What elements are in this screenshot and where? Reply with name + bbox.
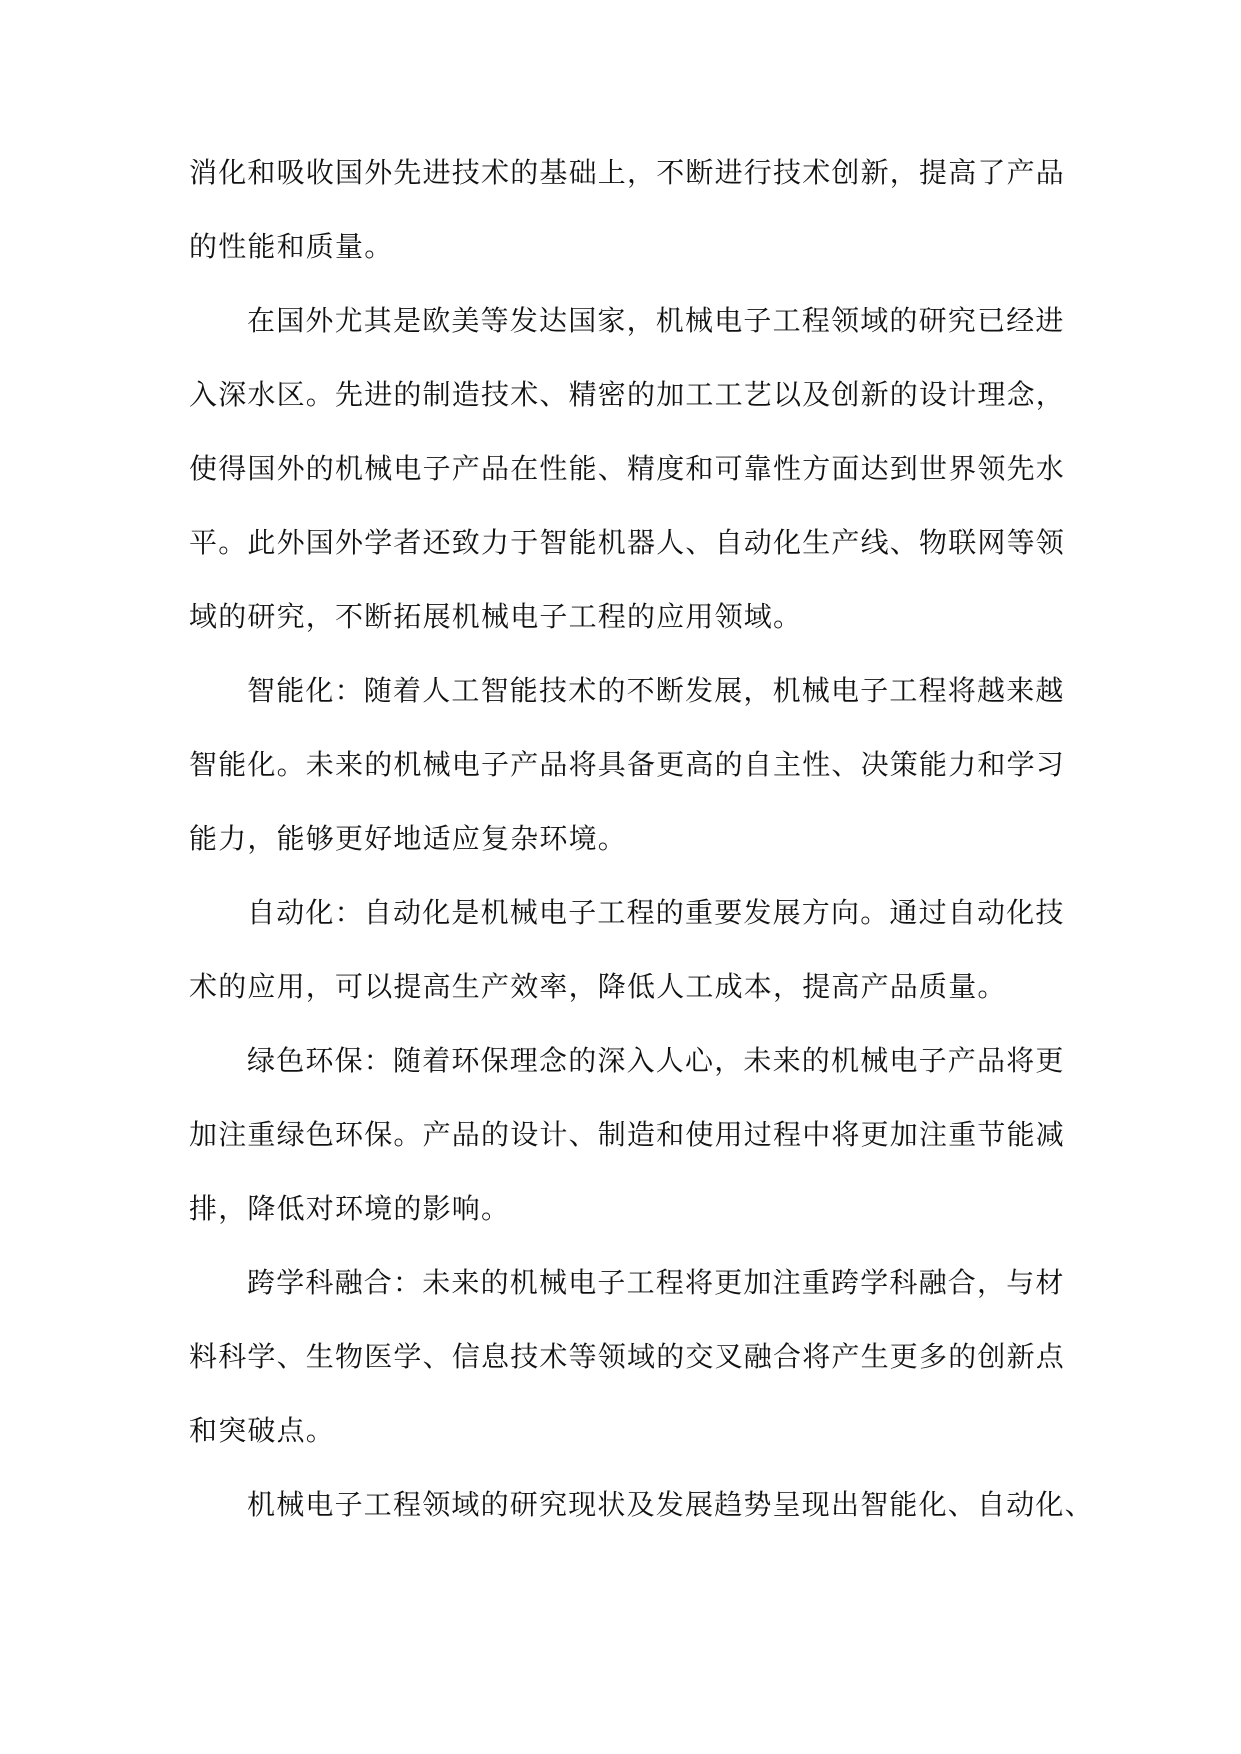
text-line: 入深水区。先进的制造技术、精密的加工工艺以及创新的设计理念， [189,378,1066,411]
text-line: 料科学、生物医学、信息技术等领域的交叉融合将产生更多的创新点 [189,1340,1066,1373]
text-line: 使得国外的机械电子产品在性能、精度和可靠性方面达到世界领先水 [189,452,1066,485]
paragraph-first-line: 绿色环保：随着环保理念的深入人心，未来的机械电子产品将更 [247,1044,1065,1077]
paragraph-first-line: 智能化：随着人工智能技术的不断发展，机械电子工程将越来越 [247,674,1065,707]
text-line: 术的应用，可以提高生产效率，降低人工成本，提高产品质量。 [189,970,1007,1003]
text-line: 平。此外国外学者还致力于智能机器人、自动化生产线、物联网等领 [189,526,1066,559]
text-line: 的性能和质量。 [189,230,394,263]
text-line: 域的研究，不断拓展机械电子工程的应用领域。 [189,600,803,633]
paragraph-first-line: 在国外尤其是欧美等发达国家，机械电子工程领域的研究已经进 [247,304,1065,337]
paragraph-first-line: 自动化：自动化是机械电子工程的重要发展方向。通过自动化技 [247,896,1065,929]
text-line: 排，降低对环境的影响。 [189,1192,511,1225]
text-line: 消化和吸收国外先进技术的基础上，不断进行技术创新，提高了产品 [189,156,1066,189]
text-line: 能力，能够更好地适应复杂环境。 [189,822,628,855]
text-line: 和突破点。 [189,1414,336,1447]
paragraph-first-line: 机械电子工程领域的研究现状及发展趋势呈现出智能化、自动化、 [247,1488,1094,1521]
body-text [189,143,1094,1549]
paragraph-first-line: 跨学科融合：未来的机械电子工程将更加注重跨学科融合，与材 [247,1266,1065,1299]
text-line: 加注重绿色环保。产品的设计、制造和使用过程中将更加注重节能减 [189,1118,1066,1151]
text-line: 智能化。未来的机械电子产品将具备更高的自主性、决策能力和学习 [189,748,1066,781]
